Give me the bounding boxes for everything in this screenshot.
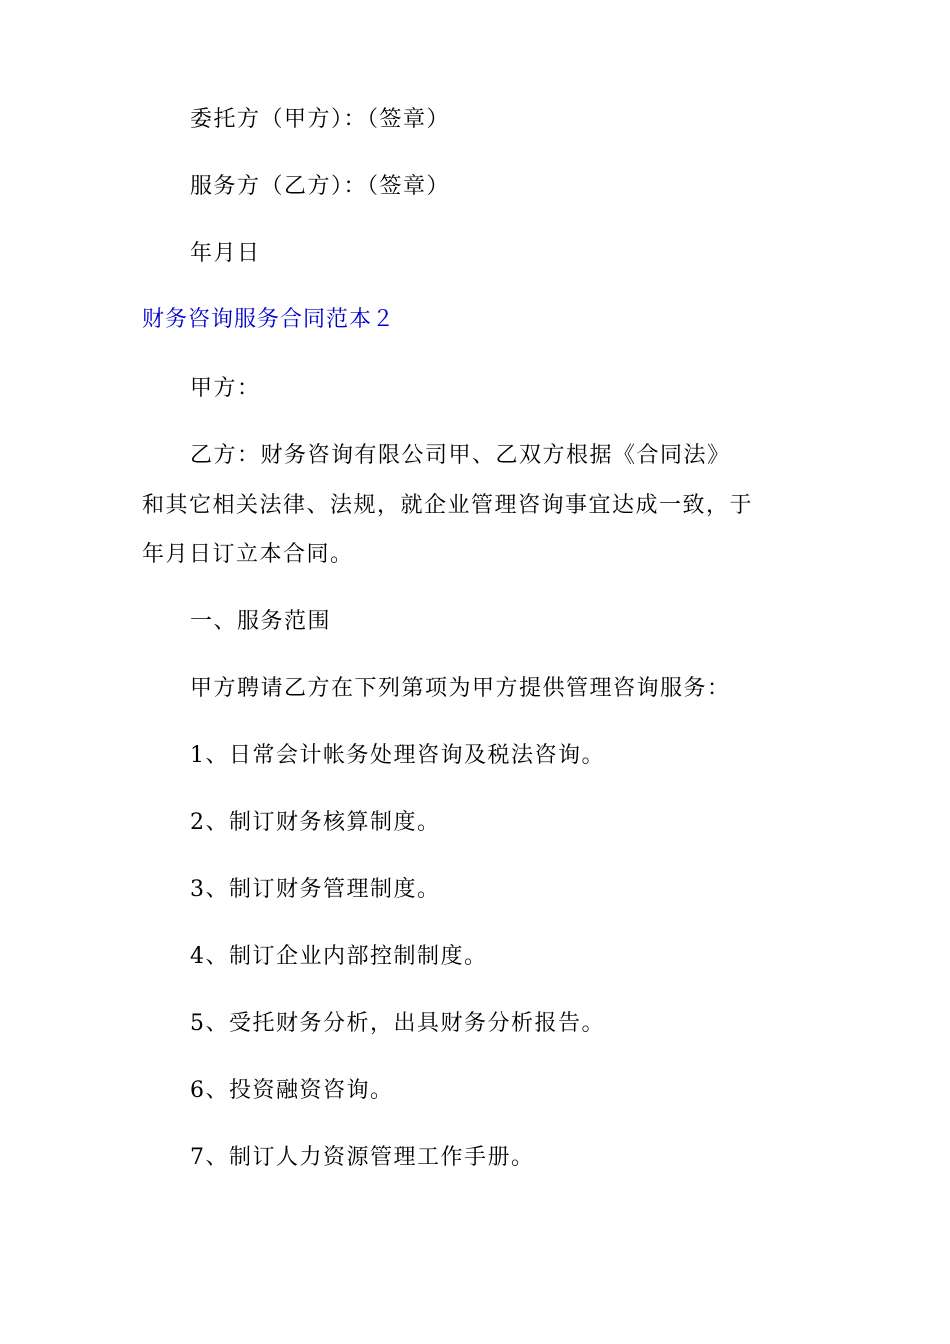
service-item-6: 6、投资融资咨询。: [190, 1078, 394, 1103]
intro-line-1: 乙方：财务咨询有限公司甲、乙双方根据《合同法》: [190, 443, 731, 468]
intro-line-3: 年月日订立本合同。: [142, 542, 354, 567]
service-item-1: 1、日常会计帐务处理咨询及税法咨询。: [190, 743, 605, 768]
clause-heading: 一、服务范围: [190, 609, 332, 634]
service-item-3: 3、制订财务管理制度。: [190, 877, 441, 902]
party-a-line: 甲方：: [190, 376, 261, 401]
service-item-7: 7、制订人力资源管理工作手册。: [190, 1145, 535, 1170]
intro-line-2: 和其它相关法律、法规，就企业管理咨询事宜达成一致，于: [142, 493, 754, 518]
service-item-2: 2、制订财务核算制度。: [190, 810, 441, 835]
service-item-5: 5、受托财务分析，出具财务分析报告。: [190, 1011, 605, 1036]
date-line: 年月日: [190, 241, 261, 266]
clause-lead: 甲方聘请乙方在下列第项为甲方提供管理咨询服务：: [190, 676, 731, 701]
provider-signature-line: 服务方（乙方）：（签章）: [190, 174, 451, 199]
client-signature-line: 委托方（甲方）：（签章）: [190, 107, 451, 132]
service-item-4: 4、制订企业内部控制制度。: [190, 944, 488, 969]
section-title: 财务咨询服务合同范本２: [142, 307, 396, 332]
